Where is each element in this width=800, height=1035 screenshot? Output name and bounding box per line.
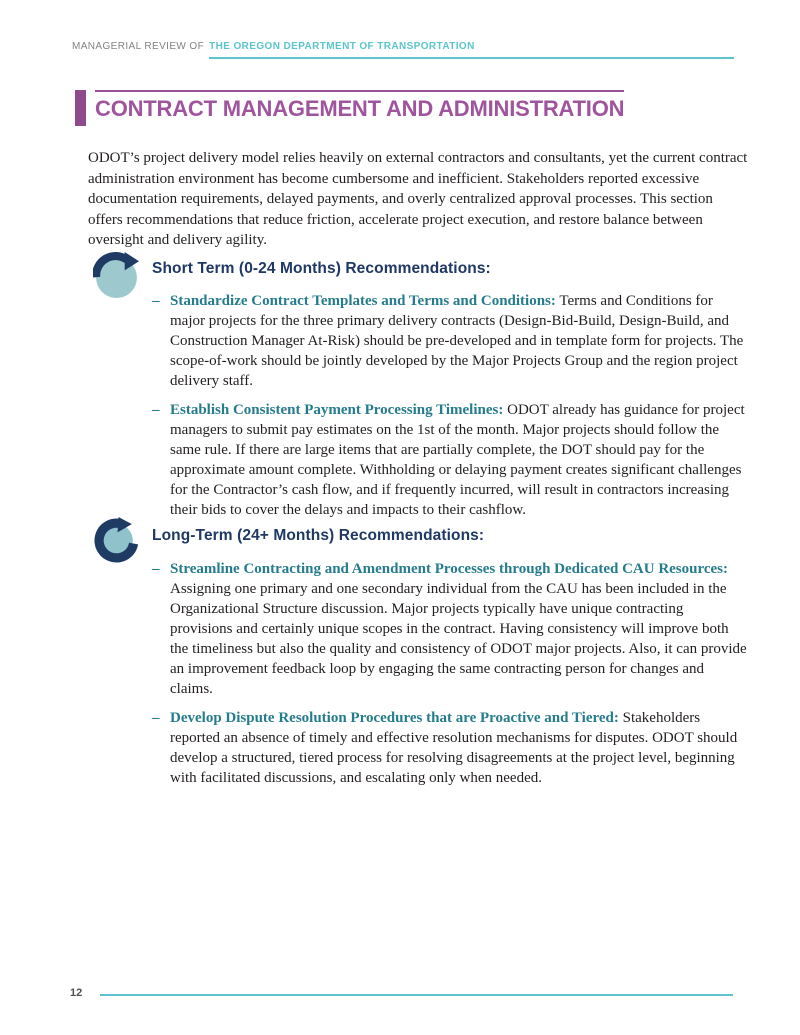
recommendation-body: Terms and Conditions for major projects for the three primary delivery contracts (Design-Bid-Build, Design-Build, and Construction Manager At-Risk) should be pre-developed and in template form for projects. The scope-of-work should be jointly developed by the Major Projects Group and the region project delivery staff. <box>170 293 744 389</box>
bullet-dash: – <box>152 710 160 726</box>
recommendation-lead: Develop Dispute Resolution Procedures that are Proactive and Tiered: <box>170 710 619 726</box>
intro-paragraph: ODOT’s project delivery model relies heavily on external contractors and consultants, yet the current contract administration environment has become cumbersome and inefficient. Stakeholders reported excessive documentation requirements, delayed payments, and overly centralized approval processes. This section offers recommendations that reduce friction, accelerate project execution, and restore balance between oversight and delivery agility. <box>88 150 748 248</box>
title-accent-bar <box>75 90 86 126</box>
list-item <box>152 291 747 391</box>
list-item <box>152 400 747 520</box>
recommendation-lead: Streamline Contracting and Amendment Processes through Dedicated CAU Resources: <box>170 561 729 577</box>
list-item <box>152 708 747 788</box>
section-title-block <box>75 90 624 126</box>
bullet-dash: – <box>152 402 160 418</box>
recommendation-text <box>170 400 747 520</box>
long-term-heading: Long-Term (24+ Months) Recommendations: <box>152 527 485 544</box>
page-number: 12 <box>70 987 83 999</box>
recommendation-lead: Establish Consistent Payment Processing Timelines: <box>170 402 504 418</box>
bullet-dash: – <box>152 293 160 309</box>
recommendation-body: Stakeholders reported an absence of timely and effective resolution mechanisms for disputes. ODOT should develop a structured, tiered process for resolving disagreements at the project level, beginning with facilitated discussions, and escalating only when needed. <box>170 710 738 786</box>
long-term-list <box>152 559 747 797</box>
running-header <box>72 36 734 59</box>
short-term-cycle-icon <box>93 251 140 298</box>
recommendation-body: ODOT already has guidance for project managers to submit pay estimates on the 1st of the month. Major projects should follow the same rule. If there are large items that are partially complete, the DOT should pay for the approximate amount complete. Withholding or delaying payment creates significant challenges for the Contractor’s cash flow, and if frequently incurred, will result in contractors increasing their bids to cover the delays and impacts to their cashflow. <box>170 402 745 518</box>
recommendation-text <box>170 708 747 788</box>
recommendation-text <box>170 291 747 391</box>
recommendation-text <box>170 559 747 699</box>
running-header-prefix: MANAGERIAL REVIEW OF <box>72 41 205 52</box>
running-header-rule <box>209 36 734 59</box>
long-term-cycle-icon <box>93 517 140 564</box>
short-term-heading: Short Term (0-24 Months) Recommendations: <box>152 260 491 277</box>
short-term-list <box>152 291 747 529</box>
list-item <box>152 559 747 699</box>
bullet-dash: – <box>152 561 160 577</box>
recommendation-body: Assigning one primary and one secondary individual from the CAU has been included in the Organizational Structure discussion. Major projects typically have unique contracting provisions and certainly unique scopes in the contract. Having consistency will improve both the timeliness but also the quality and consistency of ODOT major projects. Also, it can provide an improvement feedback loop by engaging the same contracting person for changes and claims. <box>170 581 747 697</box>
document-title: THE OREGON DEPARTMENT OF TRANSPORTATION <box>209 41 475 52</box>
recommendation-lead: Standardize Contract Templates and Terms and Conditions: <box>170 293 556 309</box>
page-title: CONTRACT MANAGEMENT AND ADMINISTRATION <box>95 90 624 126</box>
footer-rule <box>100 994 733 996</box>
